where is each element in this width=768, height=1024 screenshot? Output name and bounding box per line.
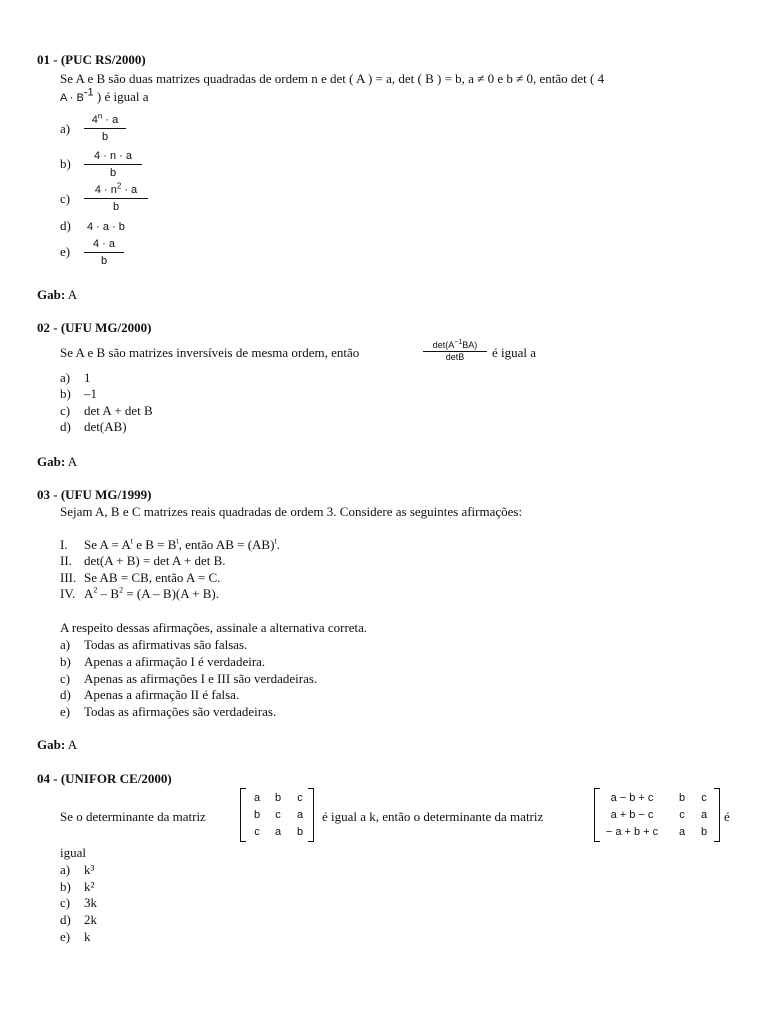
fraction-denominator: b <box>112 201 120 213</box>
q2-statement-end: é igual a <box>492 345 537 360</box>
t2: – B <box>97 586 120 601</box>
answer-label: Gab: <box>37 454 66 469</box>
q2-title: 02 - (UFU MG/2000) <box>37 320 152 335</box>
fraction-numerator: 4 · a <box>92 238 115 250</box>
q3-option-c-letter: c) <box>60 671 71 686</box>
s2: t <box>176 536 179 546</box>
q2-answer <box>37 454 77 470</box>
q4-option-a-text: k³ <box>84 862 95 877</box>
q4-option-b-letter: b) <box>60 879 71 894</box>
answer-value: A <box>67 454 78 469</box>
q1-expr: A · B <box>60 92 84 104</box>
left-bracket <box>240 788 246 842</box>
t4: . <box>276 537 280 552</box>
q1-option-a-fraction <box>84 112 126 145</box>
q1-statement-line1: Se A e B são duas matrizes quadradas de ordem n e det ( A ) = a, det ( B ) = b, a ≠ 0 e b ≠ 0, então det ( 4 <box>60 71 605 86</box>
q4-statement-middle: é igual a k, então o determinante da matriz <box>322 809 544 824</box>
q3-option-e-letter: e) <box>60 704 71 719</box>
q2-option-b-letter: b) <box>60 386 71 401</box>
q3-option-b-text: Apenas a afirmação I é verdadeira. <box>84 654 266 669</box>
matrix-cell: − a + b + c <box>605 826 659 838</box>
q1-expr-tail: ) é igual a <box>93 89 149 104</box>
q1-option-c-fraction <box>84 182 148 215</box>
q4-statement-cont: igual <box>60 845 86 860</box>
matrix-cell: b <box>700 826 708 838</box>
q2-option-d-text: det(AB) <box>84 419 127 434</box>
s1: 2 <box>93 585 98 595</box>
t3: = (A – B)(A + B). <box>123 586 219 601</box>
q1-option-e-letter: e) <box>60 244 71 259</box>
q2-option-c-text: det A + det B <box>84 403 153 418</box>
num-sup: 2 <box>116 181 122 191</box>
q4-matrix-2 <box>594 788 720 842</box>
q1-answer <box>37 287 77 303</box>
q4-option-d-letter: d) <box>60 912 71 927</box>
q2-statement-start: Se A e B são matrizes inversíveis de mesma ordem, então <box>60 345 360 360</box>
q3-option-b-letter: b) <box>60 654 71 669</box>
q4-option-e-letter: e) <box>60 929 71 944</box>
num-rest: · a <box>121 184 138 196</box>
q1-option-e-fraction <box>84 236 124 269</box>
q3-answer <box>37 737 77 753</box>
answer-label: Gab: <box>37 287 66 302</box>
matrix-cell: c <box>297 792 303 804</box>
matrix-cell: a <box>678 826 686 838</box>
matrix-cell: a + b − c <box>610 809 654 821</box>
q2-option-a-text: 1 <box>84 370 91 385</box>
q4-statement-end: é <box>724 809 730 824</box>
q3-option-e-text: Todas as afirmações são verdadeiras. <box>84 704 277 719</box>
matrix-cell: a − b + c <box>610 792 654 804</box>
num-b: BA) <box>462 340 478 350</box>
q2-option-c-letter: c) <box>60 403 71 418</box>
q3-option-a-letter: a) <box>60 637 71 652</box>
t2: e B = B <box>132 537 177 552</box>
q3-option-a-text: Todas as afirmativas são falsas. <box>84 637 248 652</box>
q1-title: 01 - (PUC RS/2000) <box>37 52 146 67</box>
matrix-cell: a <box>700 809 708 821</box>
q3-item-ii-text: det(A + B) = det A + det B. <box>84 553 226 568</box>
q4-option-e-text: k <box>84 929 91 944</box>
matrix-cell: a <box>274 826 282 838</box>
right-bracket <box>308 788 314 842</box>
q1-statement-line2 <box>60 86 149 106</box>
num-sup: −1 <box>454 339 463 346</box>
matrix-cell: c <box>679 809 685 821</box>
fraction-numerator: 4 · n · a <box>94 150 132 162</box>
q4-option-b-text: k² <box>84 879 95 894</box>
fraction-denominator: b <box>109 167 117 179</box>
q2-option-b-text: –1 <box>84 386 97 401</box>
fraction-numerator <box>84 182 148 198</box>
q3-item-ii-roman: II. <box>60 553 72 568</box>
answer-value: A <box>67 737 78 752</box>
matrix-cell: c <box>275 809 281 821</box>
s2: 2 <box>119 585 124 595</box>
q3-item-i-text <box>84 537 280 553</box>
right-bracket <box>714 788 720 842</box>
q4-matrix-1 <box>240 788 314 842</box>
q1-option-b-letter: b) <box>60 156 71 171</box>
q1-option-a-letter: a) <box>60 121 71 136</box>
matrix-cell: a <box>296 809 304 821</box>
matrix-cell: c <box>701 792 707 804</box>
num-a: det(A <box>432 340 455 350</box>
s1: t <box>130 536 133 546</box>
q3-item-iii-text: Se AB = CB, então A = C. <box>84 570 221 585</box>
q3-title: 03 - (UFU MG/1999) <box>37 487 152 502</box>
q1-option-c-letter: c) <box>60 191 71 206</box>
fraction-numerator <box>84 112 126 128</box>
q3-item-iv-roman: IV. <box>60 586 76 601</box>
matrix-cell: b <box>253 809 261 821</box>
q4-option-a-letter: a) <box>60 862 71 877</box>
answer-label: Gab: <box>37 737 66 752</box>
q3-option-d-text: Apenas a afirmação II é falsa. <box>84 687 240 702</box>
q2-option-a-letter: a) <box>60 370 71 385</box>
matrix-cell: a <box>253 792 261 804</box>
q1-option-d-letter: d) <box>60 218 71 233</box>
t3: , então AB = (AB) <box>178 537 275 552</box>
q3-ask: A respeito dessas afirmações, assinale a alternativa correta. <box>60 620 368 635</box>
fraction-denominator: b <box>100 255 108 267</box>
t1: Se A = A <box>84 537 131 552</box>
fraction-numerator <box>423 340 487 351</box>
q4-statement-start: Se o determinante da matriz <box>60 809 206 824</box>
num-rest: · a <box>102 114 119 126</box>
fraction-denominator: b <box>101 131 109 143</box>
t1: A <box>84 586 94 601</box>
q4-option-d-text: 2k <box>84 912 97 927</box>
q4-option-c-text: 3k <box>84 895 97 910</box>
num-base: 4 · n <box>94 184 117 196</box>
matrix-cell: b <box>296 826 304 838</box>
q2-fraction <box>423 340 487 363</box>
q4-title: 04 - (UNIFOR CE/2000) <box>37 771 172 786</box>
num-sup: n <box>97 111 103 121</box>
q1-option-b-fraction <box>84 148 142 181</box>
q3-item-i-roman: I. <box>60 537 68 552</box>
matrix-cell: b <box>274 792 282 804</box>
q4-option-c-letter: c) <box>60 895 71 910</box>
matrix-cell: c <box>254 826 260 838</box>
s3: t <box>274 536 277 546</box>
num-base: 4 <box>91 114 98 126</box>
q3-item-iv-text <box>84 586 219 602</box>
q1-expr-sup: -1 <box>83 86 94 99</box>
answer-value: A <box>67 287 78 302</box>
matrix-cell: b <box>678 792 686 804</box>
q3-item-iii-roman: III. <box>60 570 77 585</box>
q1-option-d-text: 4 · a · b <box>87 221 125 233</box>
fraction-denominator: detB <box>445 352 465 362</box>
q2-option-d-letter: d) <box>60 419 71 434</box>
q3-option-d-letter: d) <box>60 687 71 702</box>
q3-option-c-text: Apenas as afirmações I e III são verdadeiras. <box>84 671 318 686</box>
q3-statement: Sejam A, B e C matrizes reais quadradas de ordem 3. Considere as seguintes afirmações: <box>60 504 523 519</box>
